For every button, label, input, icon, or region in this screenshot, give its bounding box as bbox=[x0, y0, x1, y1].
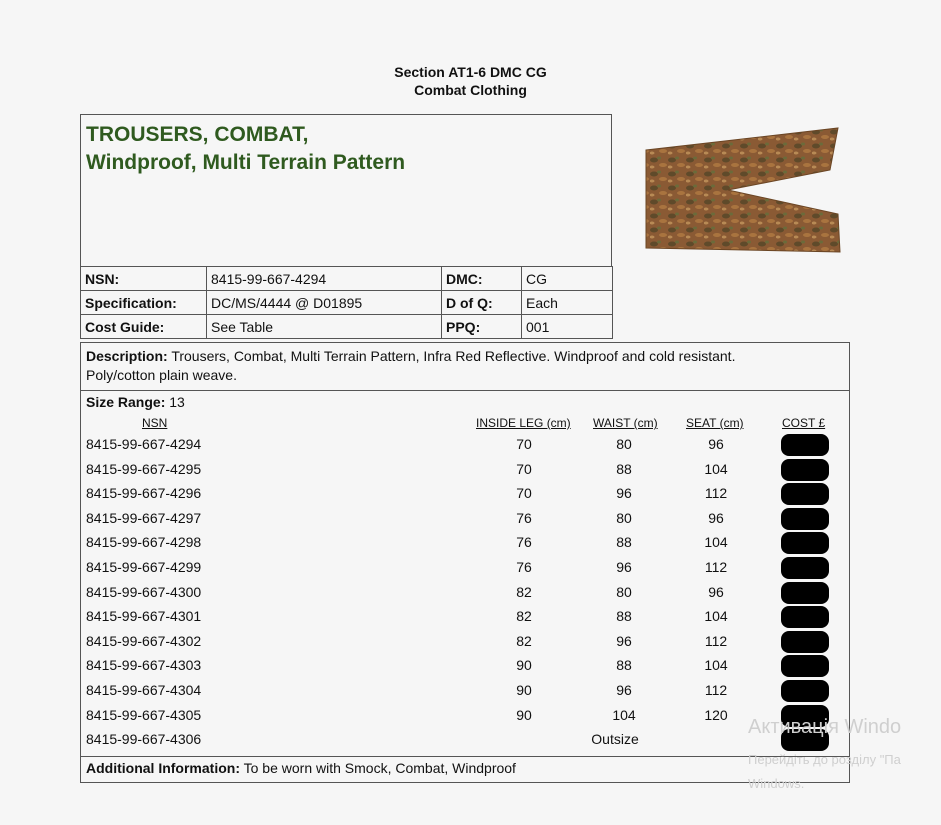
row-seat: 112 bbox=[704, 559, 728, 575]
row-waist: 96 bbox=[616, 485, 632, 502]
cost-guide-label: Cost Guide: bbox=[81, 315, 207, 339]
additional-label: Additional Information: bbox=[86, 760, 240, 776]
row-nsn: 8415-99-667-4299 bbox=[86, 559, 202, 575]
additional-text: To be worn with Smock, Combat, Windproof bbox=[239, 760, 516, 776]
table-row bbox=[0, 534, 941, 558]
row-nsn: 8415-99-667-4294 bbox=[86, 436, 202, 452]
row-inside-leg: 70 bbox=[516, 460, 532, 477]
redacted-cost bbox=[781, 459, 829, 481]
row-inside-leg: 90 bbox=[516, 682, 532, 698]
spec-label: Specification: bbox=[81, 291, 207, 315]
dofq-label: D of Q: bbox=[442, 291, 522, 315]
redacted-cost bbox=[781, 655, 829, 677]
spec-value: DC/MS/4444 @ D01895 bbox=[207, 291, 442, 315]
row-inside-leg: 82 bbox=[516, 608, 532, 625]
description-text1: Trousers, Combat, Multi Terrain Pattern, Infra Red Reflective. Windproof and cold resistant. bbox=[167, 348, 736, 364]
size-range bbox=[86, 394, 185, 410]
row-inside-leg: 76 bbox=[516, 559, 532, 575]
table-row bbox=[0, 608, 941, 632]
row-waist: 96 bbox=[616, 632, 632, 649]
info-table bbox=[80, 266, 613, 339]
row-nsn: 8415-99-667-4297 bbox=[86, 509, 202, 526]
table-row bbox=[0, 461, 941, 485]
redacted-cost bbox=[781, 582, 829, 604]
row-waist: 96 bbox=[616, 559, 632, 575]
col-header-waist: WAIST (cm) bbox=[593, 416, 658, 430]
description-label: Description: bbox=[86, 348, 168, 364]
row-inside-leg: 76 bbox=[516, 534, 532, 551]
col-header-seat: SEAT (cm) bbox=[686, 416, 744, 430]
additional-info bbox=[86, 760, 516, 776]
row-nsn: 8415-99-667-4305 bbox=[86, 706, 202, 723]
redacted-cost bbox=[781, 557, 829, 579]
row-seat: 96 bbox=[708, 436, 724, 452]
table-row bbox=[0, 657, 941, 681]
row-seat: 96 bbox=[708, 583, 724, 600]
row-waist: 96 bbox=[616, 682, 632, 698]
redacted-cost bbox=[781, 631, 829, 653]
info-row-nsn bbox=[81, 267, 613, 291]
info-row-cost bbox=[81, 315, 613, 339]
row-waist: 80 bbox=[616, 509, 632, 526]
row-seat: 112 bbox=[704, 682, 728, 698]
row-inside-leg: 90 bbox=[516, 657, 532, 674]
row-waist: 104 bbox=[612, 706, 636, 723]
description-divider bbox=[80, 390, 850, 391]
table-row bbox=[0, 559, 941, 583]
row-waist: 80 bbox=[616, 583, 632, 600]
nsn-label: NSN: bbox=[81, 267, 207, 291]
table-row bbox=[0, 510, 941, 534]
row-nsn: 8415-99-667-4296 bbox=[86, 485, 202, 502]
info-row-spec bbox=[81, 291, 613, 315]
dmc-label: DMC: bbox=[442, 267, 522, 291]
row-nsn: 8415-99-667-4295 bbox=[86, 460, 202, 477]
row-seat: 104 bbox=[704, 460, 728, 477]
row-seat: 96 bbox=[708, 509, 724, 526]
row-waist: 88 bbox=[616, 460, 632, 477]
description-line2: Poly/cotton plain weave. bbox=[86, 367, 237, 383]
description-line1 bbox=[86, 348, 735, 364]
row-seat: 104 bbox=[704, 608, 728, 625]
redacted-cost bbox=[781, 680, 829, 702]
row-nsn: 8415-99-667-4303 bbox=[86, 657, 202, 674]
item-title bbox=[86, 121, 405, 177]
row-outsize: Outsize bbox=[591, 731, 639, 748]
redacted-cost bbox=[781, 532, 829, 554]
row-inside-leg: 82 bbox=[516, 583, 532, 600]
nsn-value: 8415-99-667-4294 bbox=[207, 267, 442, 291]
row-seat: 104 bbox=[704, 534, 728, 551]
row-inside-leg: 82 bbox=[516, 632, 532, 649]
row-seat: 112 bbox=[704, 632, 728, 649]
row-nsn: 8415-99-667-4306 bbox=[86, 731, 202, 748]
size-range-label: Size Range: bbox=[86, 394, 166, 410]
additional-divider bbox=[80, 756, 850, 757]
size-range-value: 13 bbox=[165, 394, 185, 410]
cost-guide-value: See Table bbox=[207, 315, 442, 339]
row-nsn: 8415-99-667-4304 bbox=[86, 682, 202, 698]
row-seat: 104 bbox=[704, 657, 728, 674]
ppq-value: 001 bbox=[522, 315, 613, 339]
row-inside-leg: 76 bbox=[516, 509, 532, 526]
activation-watermark: Активація Windo bbox=[748, 716, 902, 738]
row-seat: 112 bbox=[704, 485, 728, 502]
row-waist: 88 bbox=[616, 608, 632, 625]
row-waist: 80 bbox=[616, 436, 632, 452]
item-title-line1: TROUSERS, COMBAT, bbox=[86, 123, 309, 146]
table-row bbox=[0, 584, 941, 608]
row-nsn: 8415-99-667-4298 bbox=[86, 534, 202, 551]
row-waist: 88 bbox=[616, 534, 632, 551]
dofq-value: Each bbox=[522, 291, 613, 315]
table-row bbox=[0, 436, 941, 460]
section-heading: Section AT1-6 DMC CG bbox=[394, 64, 547, 80]
table-row bbox=[0, 682, 941, 706]
row-waist: 88 bbox=[616, 657, 632, 674]
col-header-inside-leg: INSIDE LEG (cm) bbox=[476, 416, 571, 430]
row-nsn: 8415-99-667-4300 bbox=[86, 583, 202, 600]
dmc-value: CG bbox=[522, 267, 613, 291]
table-row bbox=[0, 633, 941, 657]
row-inside-leg: 90 bbox=[516, 706, 532, 723]
row-nsn: 8415-99-667-4301 bbox=[86, 608, 202, 625]
redacted-cost bbox=[781, 434, 829, 456]
row-inside-leg: 70 bbox=[516, 436, 532, 452]
row-inside-leg: 70 bbox=[516, 485, 532, 502]
table-row bbox=[0, 485, 941, 509]
col-header-nsn: NSN bbox=[142, 416, 168, 430]
redacted-cost bbox=[781, 483, 829, 505]
row-seat: 120 bbox=[704, 706, 728, 723]
redacted-cost bbox=[781, 606, 829, 628]
category-heading: Combat Clothing bbox=[414, 82, 527, 98]
trousers-image bbox=[632, 114, 852, 264]
row-nsn: 8415-99-667-4302 bbox=[86, 632, 202, 649]
activation-watermark-line3: Windows. bbox=[748, 776, 805, 791]
redacted-cost bbox=[781, 508, 829, 530]
ppq-label: PPQ: bbox=[442, 315, 522, 339]
activation-watermark-line2: Перейдіть до розділу "Па bbox=[748, 752, 901, 767]
item-title-line2: Windproof, Multi Terrain Pattern bbox=[86, 151, 406, 174]
col-header-cost: COST £ bbox=[782, 416, 826, 430]
